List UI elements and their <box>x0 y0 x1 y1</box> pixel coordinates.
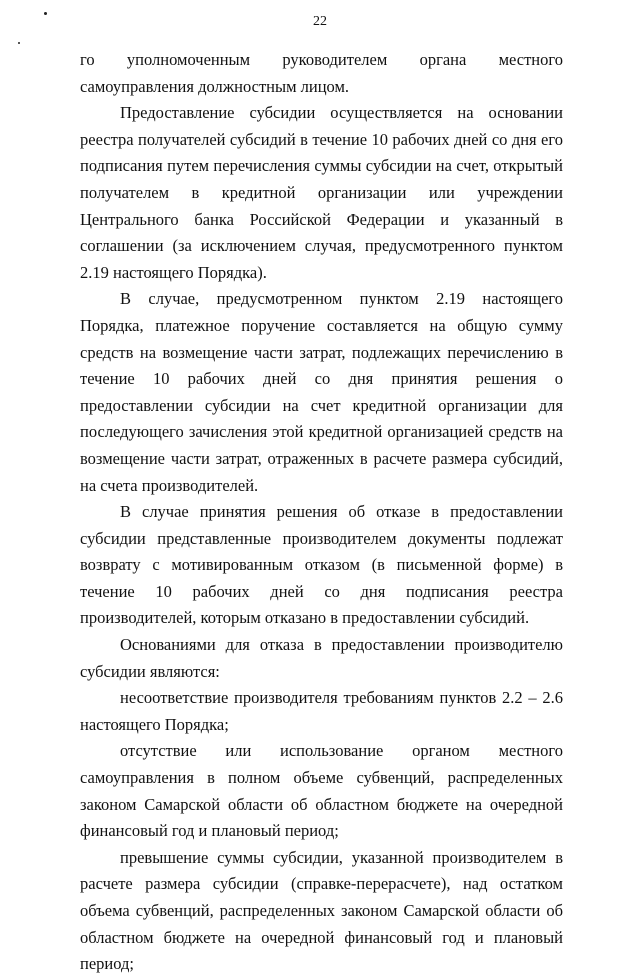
paragraph-subsidy-provision: Предоставление субсидии осуществляется на основании реестра получателей субсидий в течение 10 рабочих дней со дня его подписания путем перечисления суммы субсидии на счет, открытый получателем в кредитной организации или учреждении Центрального банка Российской Федерации и указанный в соглашении (за исключением случая, предусмотренного пунктом 2.19 настоящего Порядка). <box>80 103 563 282</box>
scan-speck-side <box>18 42 20 44</box>
page-number: 22 <box>313 14 327 29</box>
document-body <box>80 47 563 978</box>
paragraph-continuation: го уполномоченным руководителем органа местного самоуправления должностным лицом. <box>80 50 563 96</box>
paragraph-refusal-return: В случае принятия решения об отказе в предоставлении субсидии представленные производителем документы подлежат возврату с мотивированным отказом (в письменной форме) в течение 10 рабочих дней со дня подписания реестра производителей, которым отказано в предоставлении субсидий. <box>80 502 563 628</box>
list-item-amount-exceeded: превышение суммы субсидии, указанной производителем в расчете размера субсидии (справке-перерасчете), над остатком объема субвенций, распределенных законом Самарской области об областном бюджете на очередной финансовый год и плановый период; <box>80 847 563 974</box>
paragraph-refusal-grounds: Основаниями для отказа в предоставлении производителю субсидии являются: <box>80 635 563 681</box>
paragraph-payment-order: В случае, предусмотренном пунктом 2.19 настоящего Порядка, платежное поручение составляется на общую сумму средств на возмещение части затрат, подлежащих перечислению в течение 10 рабочих дней со дня принятия решения о предоставлении субсидии на счет кредитной организации для последующего зачисления этой кредитной организацией средств на возмещение части затрат, отраженных в расчете размера субсидий, на счета производителей. <box>80 289 563 495</box>
list-item-subventions-used: отсутствие или использование органом местного самоуправления в полном объеме субвенций, распределенных законом Самарской области об областном бюджете на очередной финансовый год и плановый период; <box>80 741 563 841</box>
list-item-noncompliance: несоответствие производителя требованиям пунктов 2.2 – 2.6 настоящего Порядка; <box>80 688 563 734</box>
